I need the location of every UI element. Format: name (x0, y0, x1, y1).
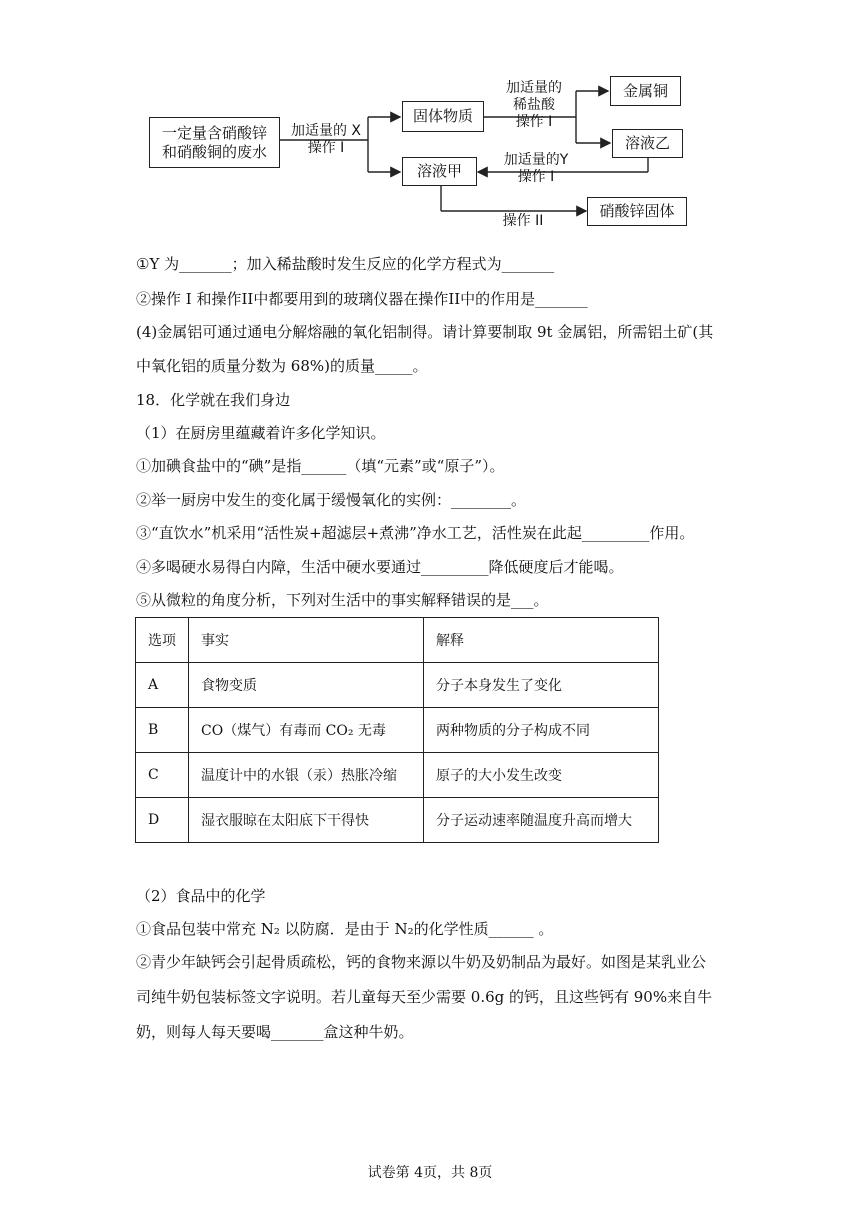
flow-box-waste-water: 一定量含硝酸锌 和硝酸铜的废水 (149, 117, 280, 168)
section-1-item-4: ④多喝硬水易得白内障，生活中硬水要通过_________降低硬度后才能喝。 (136, 558, 624, 576)
question-glassware: ②操作 I 和操作II中都要用到的玻璃仪器在操作II中的作用是_______ (136, 290, 588, 308)
facts-table (135, 617, 659, 843)
flow-label-add-acid: 加适量的 稀盐酸 操作 I (506, 80, 562, 130)
flow-box-zinc-nitrate: 硝酸锌固体 (587, 197, 687, 226)
table-cell: 湿衣服晾在太阳底下干得快 (189, 798, 424, 843)
section-2-item-1: ①食品包装中常充 N₂ 以防腐．是由于 N₂的化学性质______ 。 (136, 920, 554, 938)
flow-box-solution-a: 溶液甲 (402, 157, 477, 186)
table-cell: 温度计中的水银（汞）热胀冷缩 (189, 753, 424, 798)
table-cell: 两种物质的分子构成不同 (424, 708, 659, 753)
section-2-title: （2）食品中的化学 (136, 887, 266, 905)
table-header-cell: 解释 (424, 618, 659, 663)
section-1-item-1: ①加碘食盐中的“碘”是指______（填“元素”或“原子”）。 (136, 457, 505, 475)
table-cell: 原子的大小发生改变 (424, 753, 659, 798)
section-1-item-3: ③“直饮水”机采用“活性炭+超滤层+煮沸”净水工艺，活性炭在此起_________作用。 (136, 524, 695, 542)
table-cell: D (136, 798, 189, 843)
section-2-item-2-line3: 奶，则每人每天要喝_______盒这种牛奶。 (136, 1023, 414, 1041)
table-row (136, 753, 659, 798)
table-cell: CO（煤气）有毒而 CO₂ 无毒 (189, 708, 424, 753)
flow-box-solution-b: 溶液乙 (612, 129, 683, 158)
table-cell: B (136, 708, 189, 753)
question-y: ①Y 为_______；加入稀盐酸时发生反应的化学方程式为_______ (136, 255, 555, 273)
flow-box-solid: 固体物质 (402, 101, 484, 132)
table-row (136, 663, 659, 708)
section-2-item-2-line2: 司纯牛奶包装标签文字说明。若儿童每天至少需要 0.6g 的钙，且这些钙有 90%来自牛 (136, 988, 713, 1006)
table-cell: C (136, 753, 189, 798)
section-1-item-5: ⑤从微粒的角度分析，下列对生活中的事实解释错误的是___。 (136, 591, 549, 609)
question-18-title: 18．化学就在我们身边 (136, 391, 291, 409)
flow-label-add-x: 加适量的 X 操作 I (290, 123, 362, 156)
table-cell: 分子本身发生了变化 (424, 663, 659, 708)
section-1-item-2: ②举一厨房中发生的变化属于缓慢氧化的实例：________。 (136, 491, 527, 509)
flow-label-add-y: 加适量的Y 操作 I (503, 152, 569, 185)
question-4-line1: (4)金属铝可通过通电分解熔融的氧化铝制得。请计算要制取 9t 金属铝，所需铝土矿(其 (136, 323, 714, 341)
flow-box-copper: 金属铜 (610, 76, 681, 106)
table-row (136, 798, 659, 843)
table-header-cell: 选项 (136, 618, 189, 663)
section-2-item-2-line1: ②青少年缺钙会引起骨质疏松，钙的食物来源以牛奶及奶制品为最好。如图是某乳业公 (136, 953, 707, 971)
page-footer: 试卷第 4页，共 8页 (367, 1165, 493, 1181)
question-4-line2: 中氧化铝的质量分数为 68%)的质量_____。 (136, 357, 428, 375)
table-cell: 分子运动速率随温度升高而增大 (424, 798, 659, 843)
table-header-row (136, 618, 659, 663)
flow-label-op2: 操作 II (502, 213, 544, 229)
section-1-title: （1）在厨房里蕴藏着许多化学知识。 (136, 424, 386, 442)
table-row (136, 708, 659, 753)
table-cell: A (136, 663, 189, 708)
table-header-cell: 事实 (189, 618, 424, 663)
table-cell: 食物变质 (189, 663, 424, 708)
